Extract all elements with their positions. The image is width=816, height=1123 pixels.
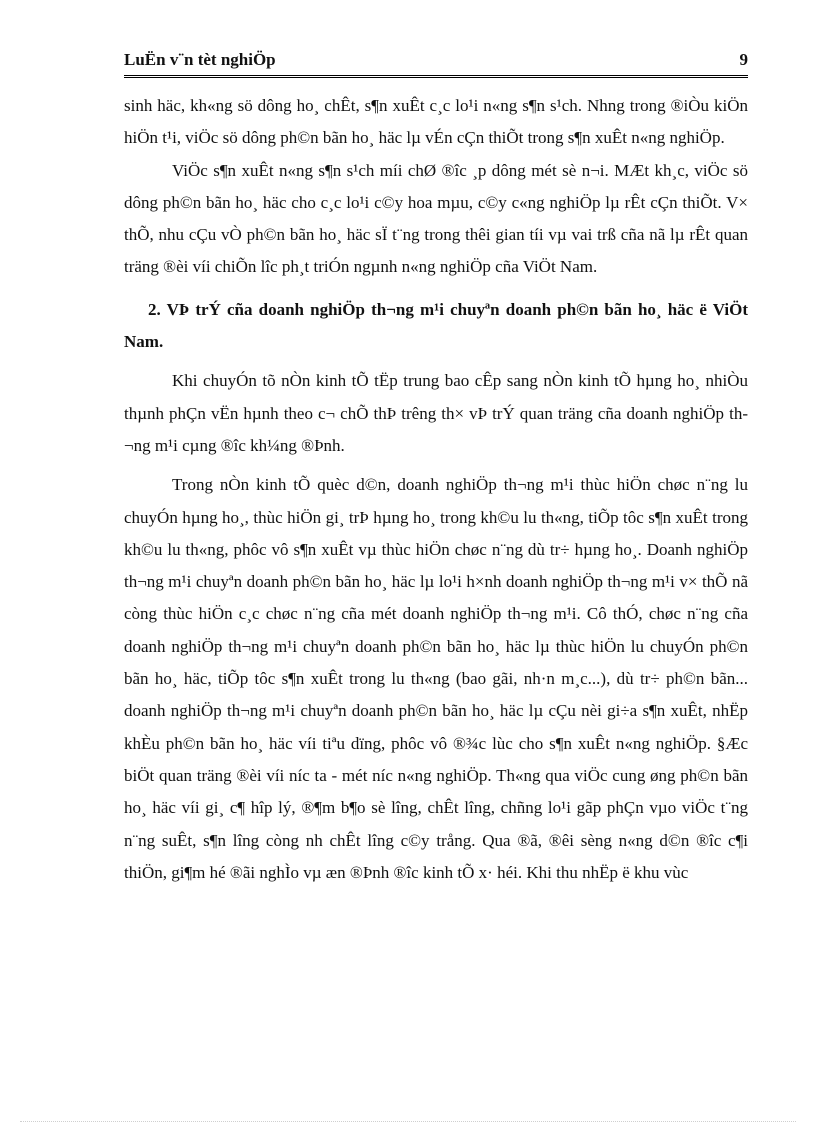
page-number: 9: [739, 50, 748, 69]
paragraph-1: sinh häc, kh«ng sö dông ho¸ chÊt, s¶n xuÊt c¸c lo¹i n«ng s¶n s¹ch. Nhng trong ®iÒu kiÖn hiÖn t¹i, viÖc sö dông ph©n bãn ho¸ häc lµ vÉn cÇn thiÕt trong s¶n xuÊt n«ng nghiÖp.: [124, 96, 748, 148]
paragraph-3: Khi chuyÓn tõ nÒn kinh tÕ tËp trung bao cÊp sang nÒn kinh tÕ hµng ho¸ nhiÒu thµnh phÇn vËn hµnh theo c¬ chÕ thÞ trêng th× vÞ trÝ quan träng cña doanh nghiÖp th¬ng m¹i cµng ®îc kh¼ng ®Þnh.: [124, 371, 748, 455]
paragraph-2: ViÖc s¶n xuÊt n«ng s¶n s¹ch míi chØ ®îc ¸p dông mét sè n¬i. MÆt kh¸c, viÖc sö dông ph©n bãn ho¸ häc cho c¸c lo¹i c©y hoa mµu, c©y c«ng nghiÖp lµ rÊt cÇn thiÕt. V× thÕ, nhu cÇu vÒ ph©n bãn ho¸ häc sÏ t¨ng trong thêi gian tíi vµ vai trß cña nã lµ rÊt quan träng ®èi víi chiÕn lîc ph¸t triÓn ngµnh n«ng nghiÖp cña ViÖt Nam.: [124, 160, 748, 277]
header-title: LuËn v¨n tèt nghiÖp: [124, 50, 276, 69]
header-rule: [124, 75, 748, 78]
page-header: [124, 48, 748, 72]
section-heading: 2. VÞ trÝ cña doanh nghiÖp th¬ng m¹i chuyªn doanh ph©n bãn ho¸ häc ë ViÖt Nam.: [124, 299, 748, 352]
paragraph-4: Trong nÒn kinh tÕ quèc d©n, doanh nghiÖp th¬ng m¹i thùc hiÖn chøc n¨ng lu chuyÓn hµng ho¸, thùc hiÖn gi¸ trÞ hµng ho¸ trong kh©u lu th«ng, tiÕp tôc s¶n xuÊt trong kh©u lu th«ng, phôc vô s¶n xuÊt vµ thùc hiÖn chøc n¨ng dù tr÷ hµng ho¸. Doanh nghiÖp th¬ng m¹i chuyªn doanh ph©n bãn ho¸ häc lµ lo¹i h×nh doanh nghiÖp th¬ng m¹i v× thÕ nã còng thùc hiÖn c¸c chøc n¨ng cña mét doanh nghiÖp th¬ng m¹i. Cô thÓ, chøc n¨ng cña doanh nghiÖp th¬ng m¹i chuyªn doanh ph©n bãn ho¸ häc lµ thùc hiÖn lu chuyÓn ph©n bãn ho¸ häc, tiÕp tôc s¶n xuÊt trong lu th«ng (bao gãi, nh·n m¸c...), dù tr÷ ph©n bãn... doanh nghiÖp th¬ng m¹i chuyªn doanh ph©n bãn ho¸ häc lµ cÇu nèi gi÷a s¶n xuÊt, nhËp khÈu ph©n bãn ho¸ häc víi tiªu dïng, phôc vô ®¾c lùc cho s¶n xuÊt n«ng nghiÖp. §Æc biÖt quan träng ®èi víi níc ta - mét níc n«ng nghiÖp. Th«ng qua viÖc cung øng ph©n bãn ho¸ häc víi gi¸ c¶ hîp lý, ®¶m b¶o sè lîng, chÊt lîng, chñng lo¹i gãp phÇn vµo viÖc t¨ng n¨ng suÊt, s¶n lîng còng nh chÊt lîng c©y trång. Qua ®ã, ®êi sèng n«ng d©n ®îc c¶i thiÖn, gi¶m hé ®ãi nghÌo vµ æn ®Þnh ®îc kinh tÕ x· héi. Khi thu nhËp ë khu vùc: [124, 475, 748, 882]
footer-rule: [20, 1121, 796, 1122]
body-text: [124, 90, 748, 889]
